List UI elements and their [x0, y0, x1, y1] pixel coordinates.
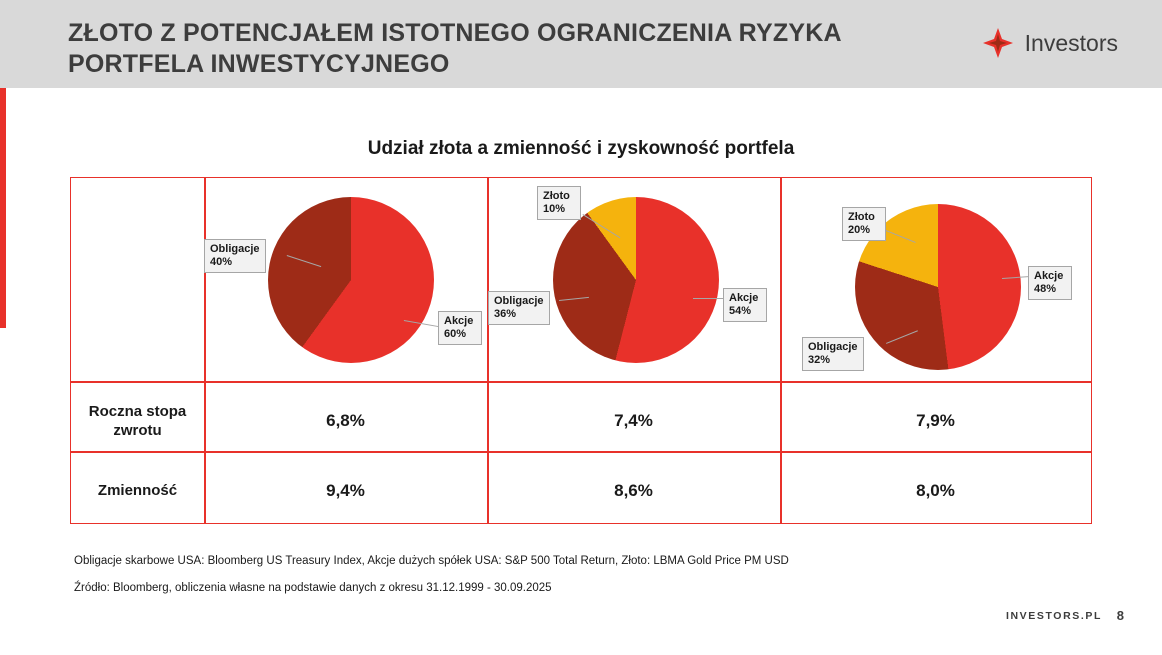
- pie-3-stocks-callout: Akcje 48%: [1028, 266, 1072, 300]
- row-label-annual-return-line2: zwrotu: [113, 422, 162, 439]
- pie-2-stocks-leader: [693, 298, 725, 299]
- pie-1-stocks-callout: Akcje 60%: [438, 311, 482, 345]
- row-label-annual-return: [71, 402, 204, 440]
- investors-diamond-icon: [981, 26, 1015, 60]
- table-divider-h1: [71, 381, 1091, 383]
- row-label-volatility: Zmienność: [97, 482, 178, 499]
- table-divider-h2: [71, 451, 1091, 453]
- pie-1-slices: [268, 197, 434, 363]
- footnote-origin: Źródło: Bloomberg, obliczenia własne na podstawie danych z okresu 31.12.1999 - 30.09.2025: [74, 582, 552, 594]
- footnote-sources: Obligacje skarbowe USA: Bloomberg US Treasury Index, Akcje dużych spółek USA: S&P 500 Total Return, Złoto: LBMA Gold Price PM USD: [74, 555, 789, 567]
- pie-2-gold-callout: Złoto 10%: [537, 186, 581, 220]
- footer-page-number: 8: [1116, 608, 1124, 623]
- header-left-accent: [0, 0, 10, 88]
- pie-3-bonds-callout: Obligacje 32%: [802, 337, 864, 371]
- pie-3-gold-callout: Złoto 20%: [842, 207, 886, 241]
- volatility-value-2: 8,6%: [614, 481, 653, 500]
- chart-title: Udział złota a zmienność i zyskowność portfela: [367, 138, 795, 159]
- pie-chart-2: [487, 178, 780, 381]
- footer-site: INVESTORS.PL: [1005, 610, 1102, 622]
- comparison-table: [70, 177, 1092, 524]
- page-title: ZŁOTO Z POTENCJAŁEM ISTOTNEGO OGRANICZENIA RYZYKA PORTFELA INWESTYCYJNEGO: [68, 19, 841, 78]
- page-header: [0, 0, 1162, 88]
- row-label-annual-return-line1: Roczna stopa: [88, 403, 187, 420]
- pie-2-stocks-callout: Akcje 54%: [723, 288, 767, 322]
- volatility-value-3: 8,0%: [916, 481, 955, 500]
- return-value-1: 6,8%: [326, 411, 365, 430]
- left-red-accent-bar: [0, 88, 6, 328]
- pie-1-bonds-callout: Obligacje 40%: [204, 239, 266, 273]
- pie-2-bonds-callout: Obligacje 36%: [488, 291, 550, 325]
- brand-logo: [981, 26, 1118, 60]
- return-value-2: 7,4%: [614, 411, 653, 430]
- volatility-value-1: 9,4%: [326, 481, 365, 500]
- brand-name: Investors: [1024, 29, 1118, 56]
- pie-2-slices: [553, 197, 719, 363]
- pie-chart-1: [204, 178, 487, 381]
- return-value-3: 7,9%: [916, 411, 955, 430]
- pie-chart-3: [780, 178, 1091, 381]
